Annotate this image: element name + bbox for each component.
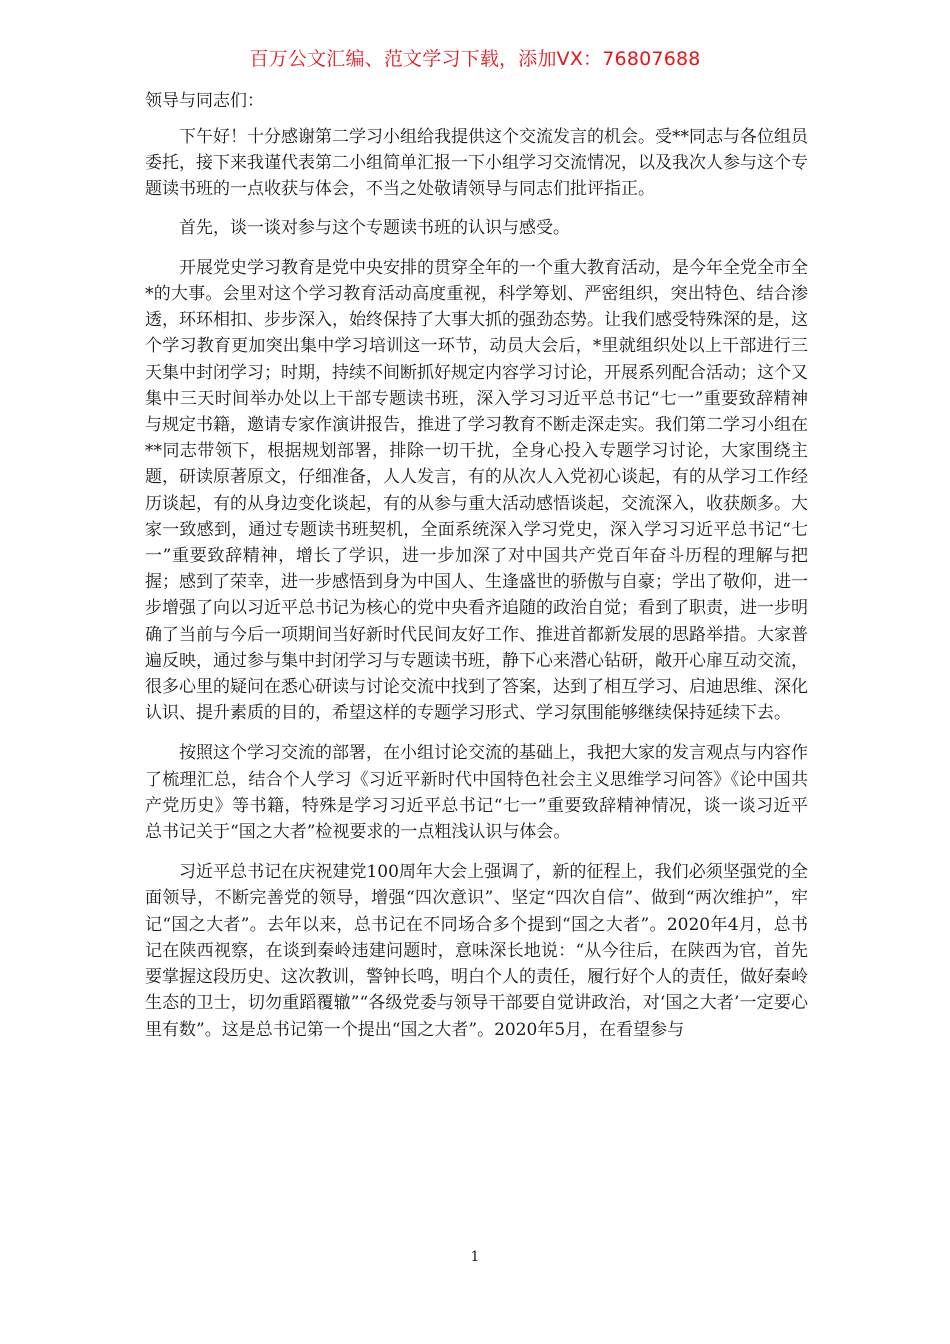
paragraph-greeting: 下午好！十分感谢第二学习小组给我提供这个交流发言的机会。受**同志与各位组员委托，接下来我谨代表第二小组简单汇报一下小组学习交流情况，以及我次人参与这个专题读书班的一点收获与体会，不当之处敬请领导与同志们批评指正。 (145, 127, 808, 200)
page-number: 1 (470, 1249, 480, 1265)
salutation: 领导与同志们： (145, 91, 264, 111)
document-body (145, 88, 808, 1043)
paragraph-study-education: 开展党史学习教育是党中央安排的贯穿全年的一个重大教育活动，是今年全党全市全*的大事。会里对这个学习教育活动高度重视，科学筹划、严密组织，突出特色、结合渗透，环环相扣、步步深入，始终保持了大事大抓的强劲态势。让我们感受特殊深的是，这个学习教育更加突出集中学习培训这一环节，动员大会后，*里就组织处以上干部进行三天集中封闭学习；时期，持续不间断抓好规定内容学习讨论，开展系列配合活动；这个又集中三天时间举办处以上干部专题读书班，深入学习习近平总书记“七一”重要致辞精神与规定书籍，邀请专家作演讲报告，推进了学习教育不断走深走实。我们第二学习小组在**同志带领下，根据规划部署，排除一切干扰，全身心投入专题学习讨论，大家围绕主题，研读原著原文，仔细准备，人人发言，有的从次人入党初心谈起，有的从学习工作经历谈起，有的从身边变化谈起，有的从参与重大活动感悟谈起，交流深入，收获颇多。大家一致感到，通过专题读书班契机，全面系统深入学习党史，深入学习习近平总书记“七一”重要致辞精神，增长了学识，进一步加深了对中国共产党百年奋斗历程的理解与把握；感到了荣幸，进一步感悟到身为中国人、生逢盛世的骄傲与自豪；学出了敬仰，进一步增强了向以习近平总书记为核心的党中央看齐追随的政治自觉；看到了职责，进一步明确了当前与今后一项期间当好新时代民间友好工作、推进首都新发展的思路举措。大家普遍反映，通过参与集中封闭学习与专题读书班，静下心来潜心钻研，敞开心扉互动交流，很多心里的疑问在悉心研读与讨论交流中找到了答案，达到了相互学习、启迪思维、深化认识、提升素质的目的，希望这样的专题学习形式、学习氛围能够继续保持延续下去。 (145, 257, 808, 724)
paragraph-first-topic: 首先，谈一谈对参与这个专题读书班的认识与感受。 (179, 217, 570, 238)
paragraph-study-exchange: 按照这个学习交流的部署，在小组讨论交流的基础上，我把大家的发言观点与内容作了梳理汇总，结合个人学习《习近平新时代中国特色社会主义思维学习问答》《论中国共产党历史》等书籍，特殊是学习习近平总书记“七一”重要致辞精神情况，谈一谈习近平总书记关于“国之大者”检视要求的一点粗浅认识与体会。 (145, 743, 808, 843)
paragraph-guozhidazhe: 习近平总书记在庆祝建党100周年大会上强调了，新的征程上，我们必须坚强党的全面领导，不断完善党的领导，增强“四次意识”、坚定“四次自信”、做到“两次维护”，牢记“国之大者”。去年以来，总书记在不同场合多个提到“国之大者”。2020年4月，总书记在陕西视察，在谈到秦岭违建问题时，意味深长地说：“从今往后，在陕西为官，首先要掌握这段历史、这次教训，警钟长鸣，明白个人的责任，履行好个人的责任，做好秦岭生态的卫士，切勿重蹈覆辙”“各级党委与领导干部要自觉讲政治，对‘国之大者’一定要心里有数”。这是总书记第一个提出“国之大者”。2020年5月，在看望参与 (145, 862, 808, 1040)
header-banner: 百万公文汇编、范文学习下载，添加VX：76807688 (249, 48, 701, 70)
